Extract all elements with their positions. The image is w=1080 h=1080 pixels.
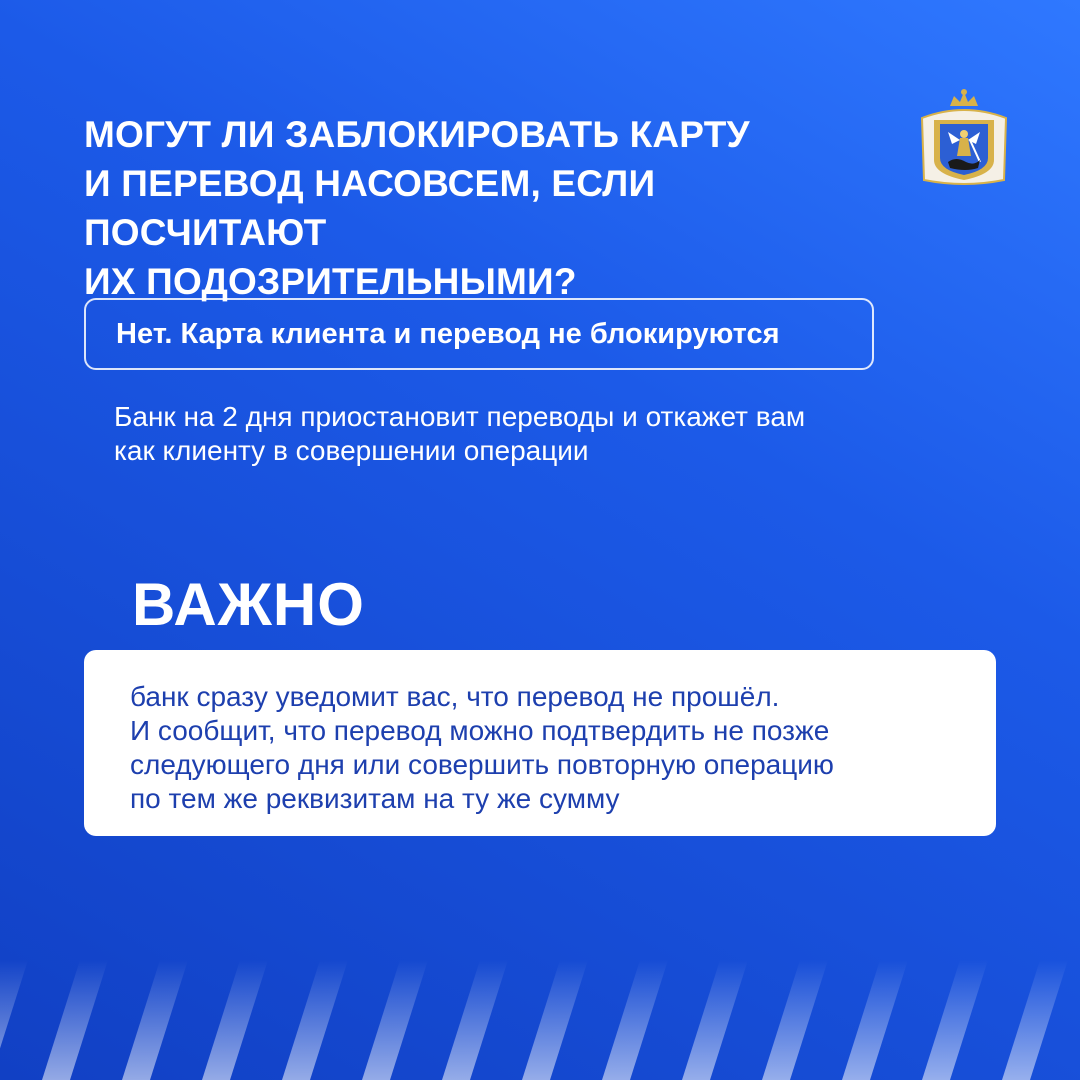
title-line: И ПЕРЕВОД НАСОВСЕМ, ЕСЛИ ПОСЧИТАЮТ <box>84 163 656 253</box>
explanation-line: как клиенту в совершении операции <box>114 435 589 466</box>
title-line: МОГУТ ЛИ ЗАБЛОКИРОВАТЬ КАРТУ <box>84 114 750 155</box>
important-note-card <box>84 650 996 836</box>
explanation-line: Банк на 2 дня приостановит переводы и откажет вам <box>114 401 806 432</box>
note-line: И сообщит, что перевод можно подтвердить не позже <box>130 715 830 746</box>
decorative-stripes <box>0 960 1080 1080</box>
page-title <box>84 110 904 306</box>
answer-box <box>84 298 874 370</box>
explanation-text <box>114 400 1014 468</box>
answer-text: Нет. Карта клиента и перевод не блокируются <box>116 317 780 350</box>
coat-of-arms-icon <box>916 88 1012 188</box>
important-heading: ВАЖНО <box>132 571 365 638</box>
note-line: по тем же реквизитам на ту же сумму <box>130 783 620 814</box>
title-line: ИХ ПОДОЗРИТЕЛЬНЫМИ? <box>84 261 577 302</box>
note-line: банк сразу уведомит вас, что перевод не прошёл. <box>130 681 780 712</box>
note-line: следующего дня или совершить повторную операцию <box>130 749 834 780</box>
important-note-text <box>130 680 956 816</box>
